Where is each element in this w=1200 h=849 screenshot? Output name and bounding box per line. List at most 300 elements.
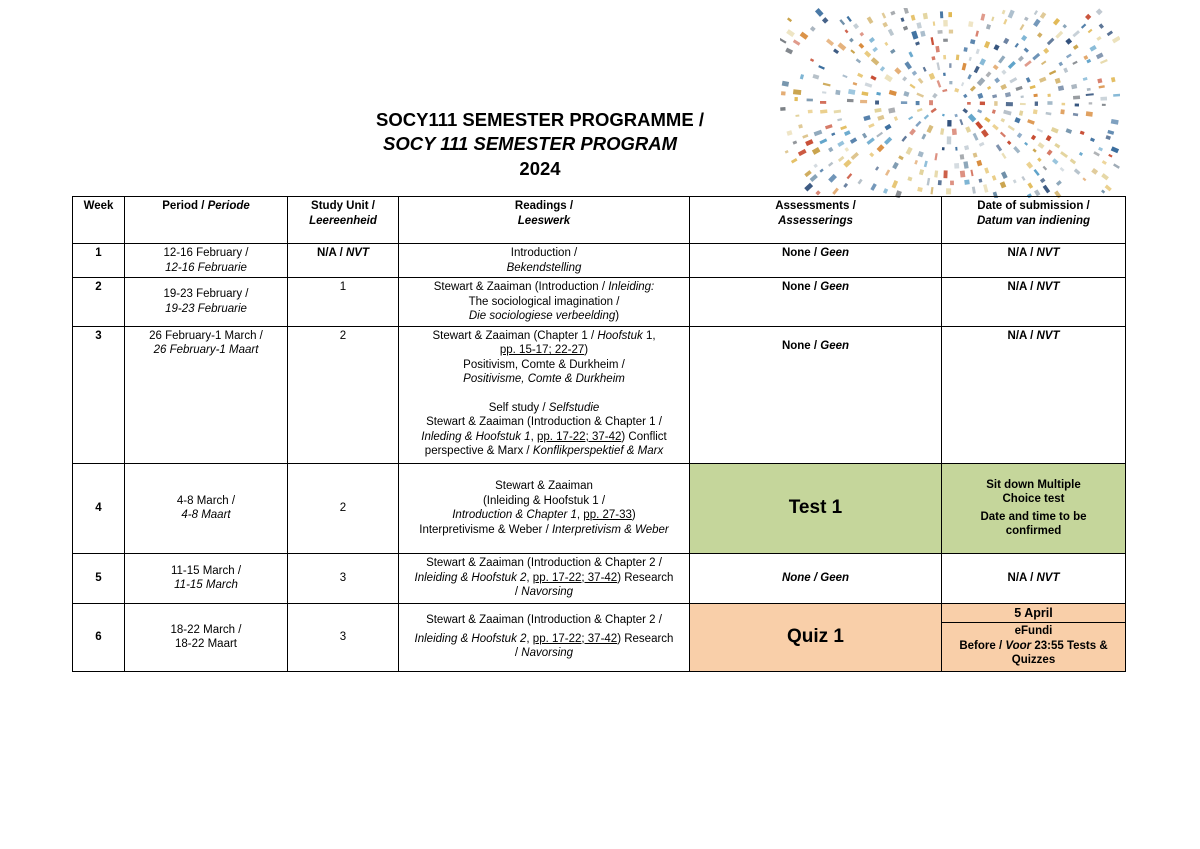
mosaic-tile bbox=[923, 13, 928, 20]
mosaic-tile bbox=[901, 136, 907, 142]
date-cell: N/A / NVT bbox=[942, 244, 1126, 278]
mosaic-tile bbox=[832, 188, 839, 195]
date-cell-test: Sit down Multiple Choice test Date and time to be confirmed bbox=[942, 463, 1126, 553]
mosaic-tile bbox=[1087, 88, 1091, 91]
mosaic-tile bbox=[1056, 180, 1062, 186]
mosaic-tile bbox=[1047, 38, 1055, 46]
mosaic-tile bbox=[994, 77, 1000, 83]
mosaic-tile bbox=[1043, 185, 1051, 194]
mosaic-tile bbox=[936, 62, 940, 70]
mosaic-tile bbox=[860, 100, 867, 103]
mosaic-tile bbox=[1024, 60, 1032, 67]
mosaic-tile bbox=[844, 130, 851, 136]
mosaic-tile bbox=[1054, 143, 1060, 148]
period-cell: 19-23 February / 19-23 Februarie bbox=[125, 278, 288, 327]
mosaic-tile bbox=[898, 155, 904, 160]
page-year: 2024 bbox=[519, 158, 561, 179]
mosaic-tile bbox=[845, 29, 849, 33]
mosaic-tile bbox=[979, 178, 983, 182]
mosaic-tile bbox=[1066, 128, 1073, 134]
mosaic-tile bbox=[911, 15, 916, 21]
mosaic-tile bbox=[929, 73, 936, 80]
mosaic-tile bbox=[782, 81, 789, 87]
mosaic-tile bbox=[884, 137, 892, 145]
mosaic-tile bbox=[983, 184, 988, 193]
mosaic-tile bbox=[847, 99, 854, 102]
mosaic-tile bbox=[1060, 109, 1064, 114]
mosaic-tile bbox=[903, 8, 909, 14]
mosaic-tile bbox=[858, 43, 864, 49]
mosaic-tile bbox=[875, 166, 879, 170]
mosaic-tile bbox=[1014, 117, 1020, 123]
mosaic-tile bbox=[1107, 30, 1113, 36]
mosaic-tile bbox=[977, 93, 983, 99]
mosaic-tile bbox=[1043, 48, 1049, 54]
mosaic-tile bbox=[991, 16, 994, 21]
mosaic-tile bbox=[890, 49, 896, 54]
mosaic-tile bbox=[1072, 30, 1080, 37]
mosaic-tile bbox=[1033, 19, 1041, 27]
mosaic-tile bbox=[1026, 162, 1033, 169]
mosaic-tile bbox=[1062, 24, 1067, 29]
mosaic-tile bbox=[984, 41, 990, 48]
mosaic-tile bbox=[1020, 103, 1026, 105]
mosaic-tile bbox=[823, 83, 831, 87]
mosaic-tile bbox=[933, 21, 936, 26]
mosaic-tile bbox=[1019, 24, 1024, 30]
mosaic-tile bbox=[822, 91, 826, 94]
mosaic-tile bbox=[820, 109, 827, 113]
mosaic-tile bbox=[993, 64, 999, 70]
mosaic-tile bbox=[1007, 140, 1012, 145]
mosaic-tile bbox=[884, 124, 891, 131]
mosaic-tile bbox=[800, 32, 809, 40]
mosaic-tile bbox=[837, 42, 846, 51]
mosaic-tile bbox=[1051, 127, 1059, 133]
mosaic-tile bbox=[963, 47, 967, 52]
mosaic-tile bbox=[849, 38, 854, 43]
week-cell: 1 bbox=[73, 244, 125, 278]
mosaic-tile bbox=[870, 75, 876, 80]
mosaic-tile bbox=[1003, 19, 1007, 25]
mosaic-tile bbox=[1001, 153, 1006, 159]
mosaic-tile bbox=[1099, 23, 1104, 28]
mosaic-tile bbox=[979, 58, 986, 65]
mosaic-tile bbox=[810, 174, 818, 182]
mosaic-tile bbox=[815, 190, 820, 195]
mosaic-tile bbox=[1046, 135, 1052, 141]
mosaic-tile bbox=[947, 136, 952, 144]
mosaic-tile bbox=[798, 124, 803, 128]
date-cell-quiz-top: 5 April bbox=[942, 604, 1125, 624]
mosaic-tile bbox=[1093, 151, 1100, 156]
period-cell: 26 February-1 March / 26 February-1 Maart bbox=[125, 326, 288, 463]
mosaic-tile bbox=[1000, 118, 1005, 122]
mosaic-tile bbox=[868, 123, 874, 128]
mosaic-tile bbox=[869, 152, 874, 157]
mosaic-tile bbox=[981, 129, 989, 137]
mosaic-tile bbox=[1098, 147, 1103, 151]
mosaic-tile bbox=[1113, 94, 1120, 97]
study-unit-cell: 1 bbox=[288, 278, 399, 327]
mosaic-tile bbox=[1026, 77, 1031, 83]
header-date-of-submission: Date of submission / Datum van indiening bbox=[942, 197, 1126, 244]
mosaic-tile bbox=[1052, 158, 1058, 164]
mosaic-tile bbox=[810, 58, 814, 62]
mosaic-tile bbox=[1021, 35, 1027, 41]
mosaic-tile bbox=[1005, 92, 1011, 97]
week-cell: 2 bbox=[73, 278, 125, 327]
mosaic-tile bbox=[1082, 177, 1086, 181]
mosaic-tile bbox=[994, 101, 997, 106]
mosaic-tile bbox=[828, 162, 833, 167]
mosaic-tile bbox=[916, 92, 924, 97]
mosaic-tile bbox=[937, 80, 942, 88]
mosaic-tile bbox=[835, 90, 840, 95]
mosaic-tile bbox=[1001, 171, 1008, 179]
mosaic-tile bbox=[977, 109, 982, 113]
table-row bbox=[73, 326, 1126, 463]
mosaic-tile bbox=[924, 114, 929, 119]
mosaic-tile bbox=[888, 107, 895, 113]
mosaic-tile bbox=[814, 130, 823, 137]
mosaic-tile bbox=[859, 32, 864, 37]
period-cell: 11-15 March / 11-15 March bbox=[125, 553, 288, 603]
mosaic-tile bbox=[996, 144, 1002, 151]
mosaic-tile bbox=[846, 16, 851, 22]
mosaic-tile bbox=[938, 180, 942, 185]
mosaic-tile bbox=[1072, 61, 1077, 65]
mosaic-tile bbox=[1013, 146, 1020, 153]
mosaic-tile bbox=[952, 129, 957, 136]
mosaic-tile bbox=[1096, 36, 1101, 41]
mosaic-tile bbox=[1112, 36, 1120, 44]
period-cell: 12-16 February / 12-16 Februarie bbox=[125, 244, 288, 278]
mosaic-tile bbox=[921, 134, 926, 140]
mosaic-tile bbox=[954, 163, 959, 169]
mosaic-tile bbox=[1037, 32, 1043, 38]
mosaic-tile bbox=[973, 133, 979, 141]
programme-table bbox=[72, 196, 1126, 672]
mosaic-tile bbox=[894, 67, 901, 74]
mosaic-tile bbox=[915, 41, 920, 45]
mosaic-tile bbox=[1041, 61, 1046, 66]
mosaic-tile bbox=[907, 176, 912, 181]
mosaic-tile bbox=[1009, 77, 1017, 83]
mosaic-tile bbox=[968, 114, 977, 123]
mosaic-tile bbox=[943, 39, 948, 42]
mosaic-tile bbox=[793, 39, 801, 45]
mosaic-tile bbox=[950, 181, 954, 186]
mosaic-tile bbox=[857, 73, 863, 78]
mosaic-tile bbox=[960, 154, 965, 160]
mosaic-tile bbox=[1105, 135, 1110, 140]
mosaic-tile bbox=[1035, 101, 1038, 105]
mosaic-tile bbox=[813, 164, 818, 169]
mosaic-tile bbox=[1091, 168, 1098, 175]
mosaic-tile bbox=[1030, 85, 1036, 89]
mosaic-tile bbox=[884, 42, 888, 46]
mosaic-tile bbox=[947, 120, 951, 126]
mosaic-tile bbox=[980, 13, 985, 20]
mosaic-tile bbox=[798, 149, 807, 156]
mosaic-tile bbox=[781, 91, 786, 95]
header-row bbox=[73, 197, 1126, 244]
mosaic-tile bbox=[1037, 128, 1043, 133]
mosaic-tile bbox=[1000, 84, 1007, 90]
mosaic-tile bbox=[973, 152, 978, 157]
mosaic-tile bbox=[979, 142, 985, 147]
mosaic-tile bbox=[1006, 102, 1013, 106]
mosaic-tile bbox=[940, 128, 944, 135]
mosaic-tile bbox=[1101, 189, 1105, 193]
mosaic-tile bbox=[839, 19, 845, 25]
mosaic-tile bbox=[937, 30, 942, 34]
mosaic-tile bbox=[1013, 179, 1017, 183]
assessments-cell-quiz: Quiz 1 bbox=[690, 603, 942, 671]
mosaic-tile bbox=[1034, 10, 1038, 15]
period-cell: 18-22 March / 18-22 Maart bbox=[125, 603, 288, 671]
week-cell: 4 bbox=[73, 463, 125, 553]
mosaic-tile bbox=[1083, 77, 1088, 81]
mosaic-tile bbox=[1066, 53, 1072, 58]
mosaic-tile bbox=[1100, 59, 1108, 64]
mosaic-tile bbox=[889, 90, 897, 96]
date-cell-quiz-bottom: eFundi Before / Voor 23:55 Tests & Quizzes bbox=[959, 625, 1108, 666]
mosaic-tile bbox=[977, 77, 986, 86]
mosaic-tile bbox=[1058, 85, 1064, 91]
mosaic-tile bbox=[1073, 113, 1078, 116]
mosaic-tile bbox=[865, 82, 873, 87]
mosaic-tile bbox=[949, 63, 951, 68]
mosaic-tile bbox=[987, 86, 991, 90]
mosaic-tile bbox=[964, 145, 969, 150]
mosaic-tile bbox=[1002, 10, 1006, 15]
table-row bbox=[73, 603, 1126, 671]
mosaic-tile bbox=[847, 173, 853, 179]
mosaic-tile bbox=[837, 118, 842, 121]
mosaic-tile bbox=[1037, 142, 1044, 149]
mosaic-tile bbox=[888, 29, 894, 36]
mosaic-tile bbox=[786, 130, 792, 136]
mosaic-tile bbox=[903, 26, 908, 31]
mosaic-tile bbox=[843, 159, 851, 167]
mosaic-tile bbox=[787, 17, 792, 22]
mosaic-tile bbox=[961, 82, 964, 86]
mosaic-tile bbox=[880, 66, 885, 72]
mosaic-tile bbox=[970, 39, 975, 44]
mosaic-tile bbox=[1111, 146, 1119, 153]
mosaic-tile bbox=[967, 102, 971, 105]
mosaic-tile bbox=[1100, 97, 1107, 101]
mosaic-tile bbox=[1079, 152, 1083, 156]
readings-cell: Stewart & Zaaiman (Chapter 1 / Hoofstuk 1, pp. 15-17; 22-27) Positivism, Comte & Durkheim / Positivisme, Comte & Durkheim Self study / Selfstudie Stewart & Zaaiman (Introduction & Chapter 1 / Inleding & Hoofstuk 1, pp. 17-22; 37-42) Conflict perspective & Marx / Konflikperspektief & Marx bbox=[399, 326, 690, 463]
mosaic-tile bbox=[940, 11, 943, 18]
mosaic-tile bbox=[1031, 135, 1036, 140]
mosaic-tile bbox=[960, 170, 966, 177]
assessments-cell: None / Geen bbox=[690, 244, 942, 278]
mosaic-tile bbox=[920, 31, 926, 37]
mosaic-tile bbox=[842, 74, 847, 78]
mosaic-tile bbox=[1099, 85, 1105, 88]
date-cell-quiz bbox=[942, 603, 1126, 671]
mosaic-tile bbox=[1008, 61, 1016, 69]
mosaic-tile bbox=[867, 16, 874, 24]
mosaic-tile bbox=[1089, 45, 1096, 52]
mosaic-tile bbox=[872, 47, 878, 53]
mosaic-tile bbox=[875, 100, 879, 104]
readings-cell: Stewart & Zaaiman (Introduction / Inleiding: The sociological imagination / Die sociologiese verbeelding) bbox=[399, 278, 690, 327]
mosaic-tile bbox=[802, 134, 808, 138]
mosaic-tile bbox=[785, 48, 793, 55]
assessments-cell: None / Geen bbox=[690, 553, 942, 603]
mosaic-tile bbox=[1021, 176, 1025, 181]
mosaic-tile bbox=[914, 160, 918, 165]
mosaic-tile bbox=[808, 110, 813, 114]
mosaic-tile bbox=[1043, 166, 1048, 171]
mosaic-tile bbox=[915, 121, 921, 127]
mosaic-tile bbox=[931, 37, 935, 45]
mosaic-tile bbox=[902, 76, 907, 81]
mosaic-tile bbox=[1086, 93, 1094, 96]
mosaic-tile bbox=[850, 49, 855, 54]
mosaic-tile bbox=[869, 37, 875, 43]
mosaic-tile bbox=[965, 126, 971, 133]
mosaic-tile bbox=[926, 125, 933, 133]
mosaic-tile bbox=[1000, 181, 1007, 188]
study-unit-cell: 3 bbox=[288, 553, 399, 603]
mosaic-tile bbox=[1037, 157, 1042, 162]
mosaic-tile bbox=[1040, 12, 1046, 19]
study-unit-cell: 3 bbox=[288, 603, 399, 671]
mosaic-tile bbox=[1039, 77, 1046, 83]
mosaic-tile bbox=[931, 56, 935, 60]
mosaic-tile bbox=[1075, 104, 1079, 107]
assessments-cell-test: Test 1 bbox=[690, 463, 942, 553]
mosaic-tile bbox=[963, 161, 968, 169]
mosaic-tile bbox=[1046, 112, 1052, 116]
mosaic-tile bbox=[1027, 119, 1035, 125]
mosaic-tile bbox=[943, 20, 948, 26]
mosaic-tile bbox=[901, 17, 905, 22]
mosaic-tile bbox=[1015, 43, 1019, 48]
mosaic-tile bbox=[1017, 132, 1023, 138]
mosaic-tile bbox=[812, 74, 819, 79]
mosaic-tile bbox=[970, 86, 976, 92]
mosaic-tile bbox=[943, 55, 946, 59]
mosaic-tile bbox=[884, 74, 893, 82]
mosaic-tile bbox=[1032, 148, 1036, 152]
mosaic-tile bbox=[1107, 130, 1114, 135]
readings-cell: Introduction / Bekendstelling bbox=[399, 244, 690, 278]
mosaic-tile bbox=[980, 102, 985, 106]
mosaic-tile bbox=[918, 151, 924, 157]
mosaic-tile bbox=[903, 91, 909, 97]
mosaic-tile bbox=[1080, 131, 1085, 135]
study-unit-cell: 2 bbox=[288, 326, 399, 463]
header-period: Period / Periode bbox=[125, 197, 288, 244]
mosaic-tile bbox=[943, 73, 946, 76]
mosaic-tile bbox=[968, 21, 973, 27]
mosaic-tile bbox=[815, 8, 824, 17]
mosaic-tile bbox=[1090, 138, 1095, 142]
mosaic-tile bbox=[1047, 149, 1053, 155]
mosaic-tile bbox=[911, 31, 918, 40]
mosaic-tile bbox=[975, 121, 983, 129]
date-cell: N/A / NVT bbox=[942, 326, 1126, 463]
mosaic-tile bbox=[870, 183, 876, 191]
mosaic-tile bbox=[1024, 142, 1028, 146]
page-title: SOCY111 SEMESTER PROGRAMME / bbox=[376, 109, 704, 130]
study-unit-cell: N/A / NVT bbox=[288, 244, 399, 278]
mosaic-tile bbox=[1113, 163, 1120, 168]
mosaic-tile bbox=[840, 125, 847, 130]
mosaic-tile bbox=[883, 188, 888, 194]
mosaic-tile bbox=[876, 92, 881, 96]
mosaic-tile bbox=[924, 161, 928, 168]
mosaic-tile bbox=[819, 138, 827, 144]
mosaic-tile bbox=[923, 67, 927, 72]
mosaic-tile bbox=[861, 91, 868, 96]
mosaic-tile bbox=[904, 61, 912, 69]
mosaic-tile bbox=[1024, 47, 1029, 52]
readings-cell: Stewart & Zaaiman (Introduction & Chapter 2 / Inleiding & Hoofstuk 2, pp. 17-22; 37-42) Research / Navorsing bbox=[399, 603, 690, 671]
mosaic-tile bbox=[874, 108, 881, 113]
mosaic-tile bbox=[908, 116, 913, 120]
mosaic-tile bbox=[992, 175, 997, 181]
mosaic-tile bbox=[1008, 10, 1015, 19]
mosaic-tile bbox=[882, 22, 888, 28]
readings-cell: Stewart & Zaaiman (Introduction & Chapter 2 / Inleiding & Hoofstuk 2, pp. 17-22; 37-42) Research / Navorsing bbox=[399, 553, 690, 603]
mosaic-tile bbox=[892, 162, 899, 169]
mosaic-tile bbox=[970, 170, 973, 177]
mosaic-tile bbox=[986, 24, 991, 30]
mosaic-tile bbox=[1024, 17, 1029, 22]
mosaic-center bbox=[934, 91, 966, 115]
period-cell: 4-8 March / 4-8 Maart bbox=[125, 463, 288, 553]
mosaic-tile bbox=[828, 174, 837, 183]
mosaic-tile bbox=[807, 98, 813, 101]
mosaic-tile bbox=[972, 187, 976, 194]
mosaic-tile bbox=[949, 81, 952, 84]
mosaic-tile bbox=[831, 132, 835, 136]
mosaic-tile bbox=[992, 109, 996, 114]
sunburst-logo-image bbox=[780, 8, 1120, 198]
mosaic-tile bbox=[1018, 56, 1024, 62]
week-cell: 6 bbox=[73, 603, 125, 671]
mosaic-tile bbox=[1086, 111, 1093, 116]
mosaic-tile bbox=[1034, 169, 1040, 176]
mosaic-tile bbox=[826, 39, 834, 47]
mosaic-tile bbox=[850, 137, 857, 144]
mosaic-tile bbox=[912, 70, 917, 75]
mosaic-tile bbox=[906, 147, 913, 155]
mosaic-tile bbox=[917, 187, 923, 192]
mosaic-tile bbox=[877, 144, 885, 152]
mosaic-tile bbox=[866, 137, 874, 144]
mosaic-tile bbox=[1015, 86, 1022, 91]
mosaic-tile bbox=[1003, 110, 1012, 116]
mosaic-tile bbox=[800, 74, 804, 79]
mosaic-tile bbox=[1074, 168, 1081, 174]
mosaic-tile bbox=[984, 117, 990, 123]
mosaic-tile bbox=[1105, 185, 1112, 192]
week-cell: 3 bbox=[73, 326, 125, 463]
mosaic-tile bbox=[948, 12, 952, 17]
mosaic-tile bbox=[962, 63, 967, 71]
mosaic-tile bbox=[1102, 104, 1106, 106]
mosaic-tile bbox=[942, 147, 945, 150]
